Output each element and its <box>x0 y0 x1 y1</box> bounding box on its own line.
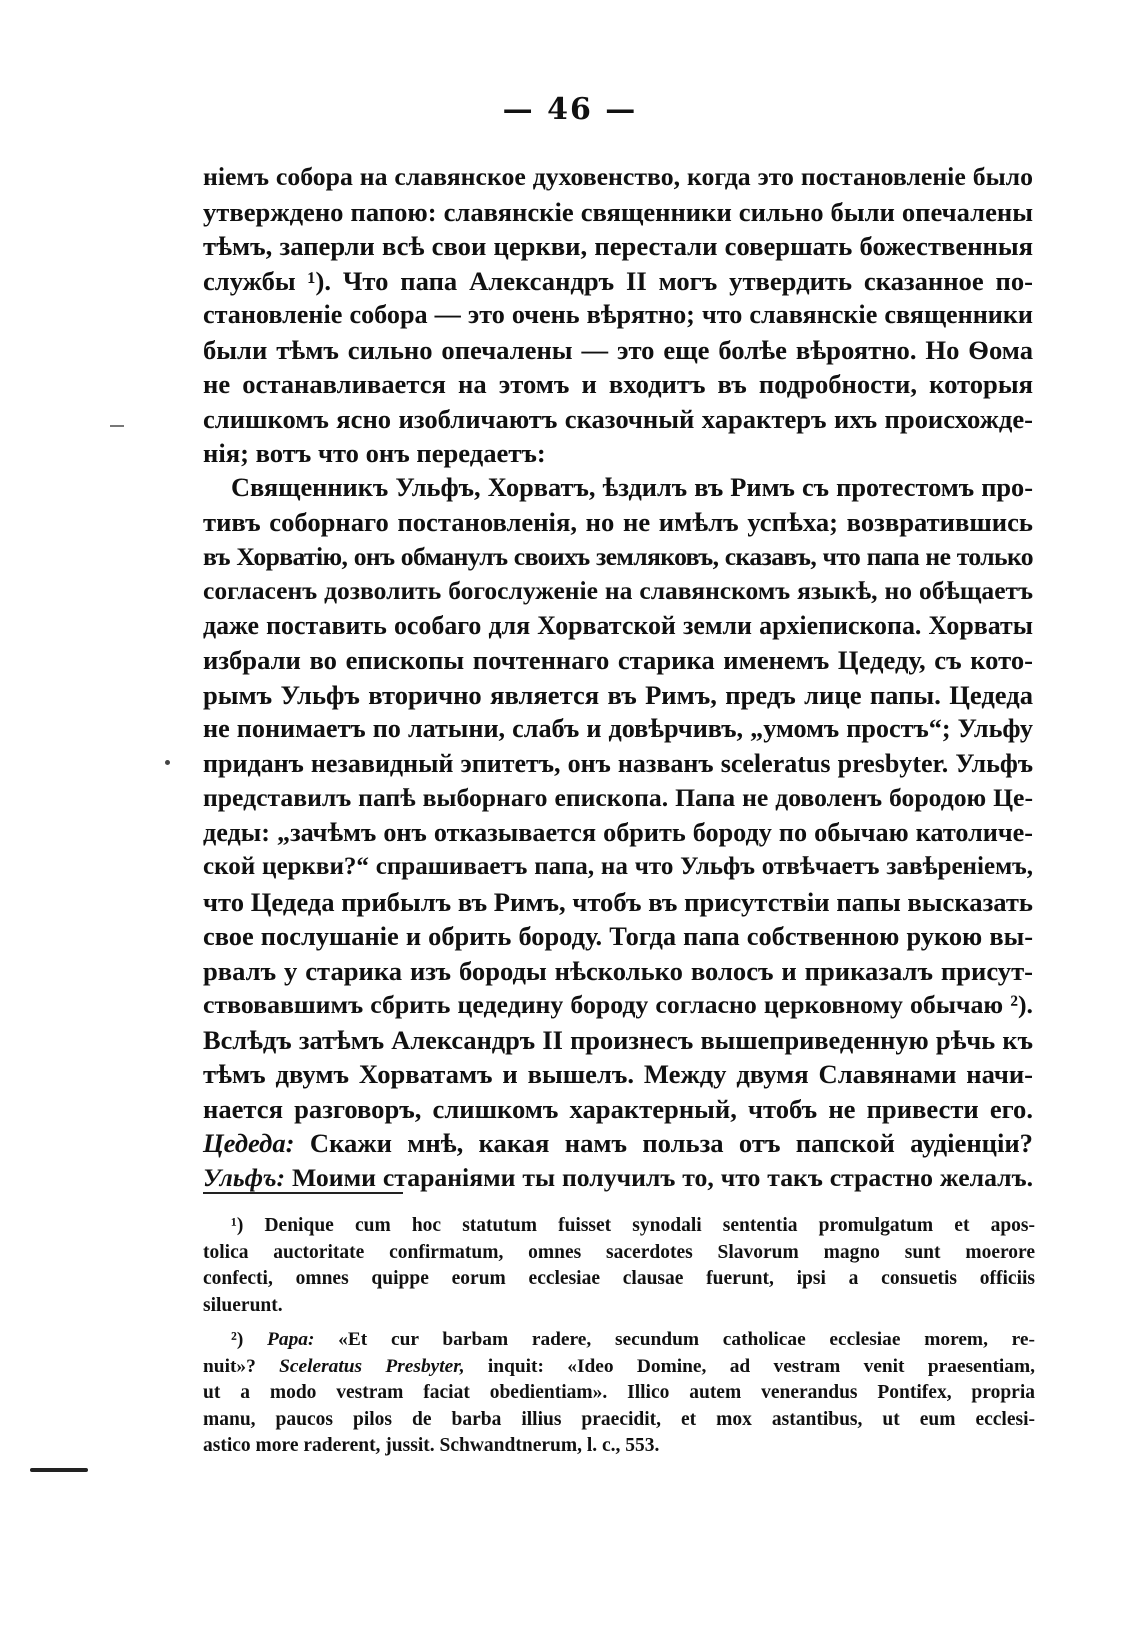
footnote-1-line: confecti, omnes quippe eorum ecclesiae clausae fuerunt, ipsi a consuetis officiis <box>203 1268 1035 1289</box>
text-line: службы ¹). Что папа Александръ II могъ утвердить сказанное по- <box>203 265 1033 296</box>
footnote-2-line: manu, paucos pilos de barba illius praecidit, et mox astantibus, ut eum ecclesi- <box>203 1408 1035 1430</box>
margin-dot <box>165 760 170 765</box>
text-line: свое послушаніе и обрить бороду. Тогда папа собственною рукою вы- <box>203 921 1033 951</box>
text-line: ствовавшимъ сбрить цедедину бороду согласно церковному обычаю ²). <box>203 990 1033 1019</box>
text-line: даже поставить особаго для Хорватской земли архіепископа. Хорваты <box>203 610 1033 640</box>
text-line: Вслѣдъ затѣмъ Александръ II произнесъ вышеприведенную рѣчь къ <box>203 1024 1033 1055</box>
text-line: согласенъ дозволить богослуженіе на славянскомъ языкѣ, но обѣщаетъ <box>203 576 1033 605</box>
speaker-cededa: Цедеда: <box>203 1128 295 1158</box>
text-line: нается разговоръ, слишкомъ характерный, чтобъ не привести его. <box>203 1093 1033 1124</box>
text-line: не понимаетъ по латыни, слабъ и довѣрчивъ, „умомъ простъ“; Ульфу <box>203 714 1033 743</box>
footnote-1-line: siluerunt. <box>203 1294 283 1316</box>
dialogue-text: Моими стараніями ты получилъ то, что такъ страстно желалъ. <box>292 1162 1034 1192</box>
text-line: утверждено папою: славянскіе священники сильно были опечалены <box>203 196 1033 227</box>
dialogue-line-ulf <box>203 1161 1033 1196</box>
footnote-2-text: nuit»? <box>203 1355 256 1377</box>
speaker-ulf: Ульфъ: <box>203 1162 286 1192</box>
paragraph-start: Священникъ Ульфъ, Хорватъ, ѣздилъ въ Римъ съ протестомъ про- <box>231 472 1033 502</box>
footnote-2-text: inquit: «Ideo Domine, ad vestram venit praesentiam, <box>487 1355 1035 1377</box>
footnote-2-line <box>203 1327 1035 1354</box>
footnote-2-line: ut a modo vestram faciat obedientiam». Illico autem venerandus Pontifex, propria <box>203 1382 1035 1403</box>
footnotes <box>203 1213 1035 1460</box>
footnote-2-line: astico more raderent, jussit. Schwandtnerum, l. c., 553. <box>203 1435 660 1456</box>
text-line: нія; вотъ что онъ передаетъ: <box>203 438 546 468</box>
text-line: въ Хорватію, онъ обманулъ своихъ земляковъ, сказавъ, что папа не только <box>203 541 1033 571</box>
footnote-divider <box>203 1192 403 1194</box>
footnote-2-text: «Et cur barbam radere, secundum catholicae ecclesiae morem, re- <box>338 1329 1035 1350</box>
text-line: ской церкви?“ спрашиваетъ папа, на что Ульфъ отвѣчаетъ завѣреніемъ, <box>203 853 1033 880</box>
text-line: тѣмъ двумъ Хорватамъ и вышелъ. Между двумя Славянами начи- <box>203 1059 1033 1089</box>
footnote-2-papa: Papa: <box>267 1329 315 1350</box>
dialogue-line-cededa <box>203 1126 1033 1161</box>
text-line: ніемъ собора на славянское духовенство, когда это постановленіе было <box>203 162 1033 191</box>
footnote-2-line <box>203 1354 1035 1381</box>
footnote-1-line: tolica auctoritate confirmatum, omnes sacerdotes Slavorum magno sunt moerore <box>203 1241 1035 1263</box>
footnote-2-marker: ²) <box>231 1329 244 1350</box>
text-line: тѣмъ, заперли всѣ свои церкви, перестали совершать божественныя <box>203 231 1033 261</box>
text-line: избрали во епископы почтеннаго старика именемъ Цедеду, съ кото- <box>203 645 1033 675</box>
margin-smudge <box>30 1468 88 1472</box>
page-number: — 46 — <box>502 92 638 127</box>
text-line: рвалъ у старика изъ бороды нѣсколько волосъ и приказалъ присут- <box>203 955 1033 986</box>
text-line: не останавливается на этомъ и входитъ въ подробности, которыя <box>203 369 1033 399</box>
footnote-gap <box>203 1319 1035 1327</box>
text-line: были тѣмъ сильно опечалены — это еще болѣе вѣроятно. Но Ѳома <box>203 334 1033 365</box>
text-line: что Цедеда прибылъ въ Римъ, чтобъ въ присутствіи папы высказать <box>203 886 1033 917</box>
text-line: рымъ Ульфъ вторично является въ Римъ, предъ лице папы. Цедеда <box>203 679 1033 710</box>
main-text <box>203 160 1033 1195</box>
margin-mark <box>110 425 124 427</box>
dialogue-text: Скажи мнѣ, какая намъ польза отъ папской аудіенціи? <box>309 1128 1033 1158</box>
text-line: представилъ папѣ выборнаго епископа. Папа не доволенъ бородою Це- <box>203 783 1033 812</box>
text-line: приданъ незавидный эпитетъ, онъ названъ sceleratus presbyter. Ульфъ <box>203 748 1033 778</box>
footnote-2-sceleratus: Sceleratus Presbyter, <box>279 1355 465 1377</box>
text-line: становленіе собора — это очень вѣрятно; что славянскіе священники <box>203 300 1033 329</box>
text-line: слишкомъ ясно изобличаютъ сказочный характеръ ихъ происхожде- <box>203 403 1033 434</box>
text-line: деды: „зачѣмъ онъ отказывается обрить бороду по обычаю католиче- <box>203 817 1033 847</box>
text-line: тивъ соборнаго постановленія, но не имѣлъ успѣха; возвратившись <box>203 507 1033 537</box>
footnote-1-line: ¹) Denique cum hoc statutum fuisset synodali sententia promulgatum et apos- <box>231 1215 1035 1236</box>
